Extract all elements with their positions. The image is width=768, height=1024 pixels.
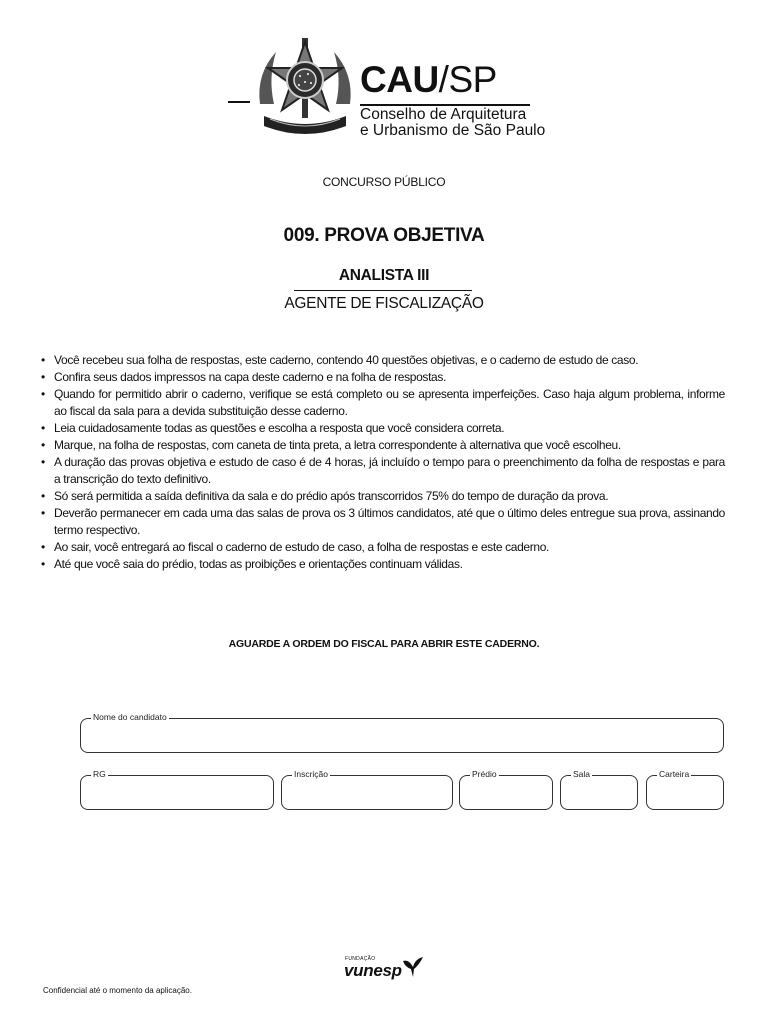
fundacao-label: FUNDAÇÃO [345, 956, 376, 962]
carteira-field[interactable] [646, 769, 724, 810]
rg-label: RG [93, 769, 106, 779]
candidate-name-label: Nome do candidato [93, 712, 167, 722]
org-name-line1: Conselho de Arquitetura [360, 106, 527, 123]
job-area: AGENTE DE FISCALIZAÇÃO [284, 295, 484, 312]
predio-label: Prédio [472, 769, 497, 779]
instruction-item: • Confira seus dados impressos na capa deste caderno e na folha de respostas. [41, 369, 725, 386]
vunesp-bird-icon [401, 955, 425, 979]
exam-title: 009. PROVA OBJETIVA [283, 225, 485, 246]
instruction-item: • A duração das provas objetiva e estudo de caso é de 4 horas, já incluído o tempo para o preenchimento da folha de respostas e para a transcrição do texto definitivo. [41, 454, 725, 488]
title-divider [294, 290, 472, 291]
instruction-item: • Ao sair, você entregará ao fiscal o caderno de estudo de caso, a folha de respostas e este caderno. [41, 539, 725, 556]
inscricao-field[interactable] [281, 769, 453, 810]
instruction-item: • Você recebeu sua folha de respostas, este caderno, contendo 40 questões objetivas, e o caderno de estudo de caso. [41, 352, 725, 369]
instruction-item: • Marque, na folha de respostas, com caneta de tinta preta, a letra correspondente à alternativa que você escolheu. [41, 437, 725, 454]
predio-field[interactable] [459, 769, 553, 810]
carteira-label: Carteira [659, 769, 690, 779]
logo-rule [228, 101, 250, 103]
rg-field[interactable] [80, 769, 274, 810]
candidate-name-field[interactable] [80, 712, 724, 753]
instruction-item: • Deverão permanecer em cada uma das salas de prova os 3 últimos candidatos, até que o último deles entregue sua prova, assinando termo respectivo. [41, 505, 725, 539]
org-name-line2: e Urbanismo de São Paulo [360, 122, 546, 139]
job-title: ANALISTA III [338, 267, 430, 284]
instructions-list [41, 352, 725, 573]
inscricao-label: Inscrição [294, 769, 329, 779]
wait-notice: AGUARDE A ORDEM DO FISCAL PARA ABRIR ESTE CADERNO. [228, 638, 540, 650]
instruction-item: • Leia cuidadosamente todas as questões e escolha a resposta que você considera correta. [41, 420, 725, 437]
concurso-label: CONCURSO PÚBLICO [322, 175, 446, 189]
instruction-item: • Até que você saia do prédio, todas as proibições e orientações continuam válidas. [41, 556, 725, 573]
brazil-coat-of-arms-icon [250, 34, 360, 138]
instruction-item: • Só será permitida a saída definitiva da sala e do prédio após transcorridos 75% do tempo de duração da prova. [41, 488, 725, 505]
sala-field[interactable] [560, 769, 638, 810]
org-acronym: CAU/SP [360, 59, 497, 100]
instruction-item: • Quando for permitido abrir o caderno, verifique se está completo ou se apresenta imperfeições. Caso haja algum problema, informe ao fiscal da sala para a devida substituição desse caderno. [41, 386, 725, 420]
sala-label: Sala [573, 769, 591, 779]
vunesp-logo-text: vunesp [344, 961, 402, 980]
confidential-note: Confidencial até o momento da aplicação. [43, 986, 192, 995]
